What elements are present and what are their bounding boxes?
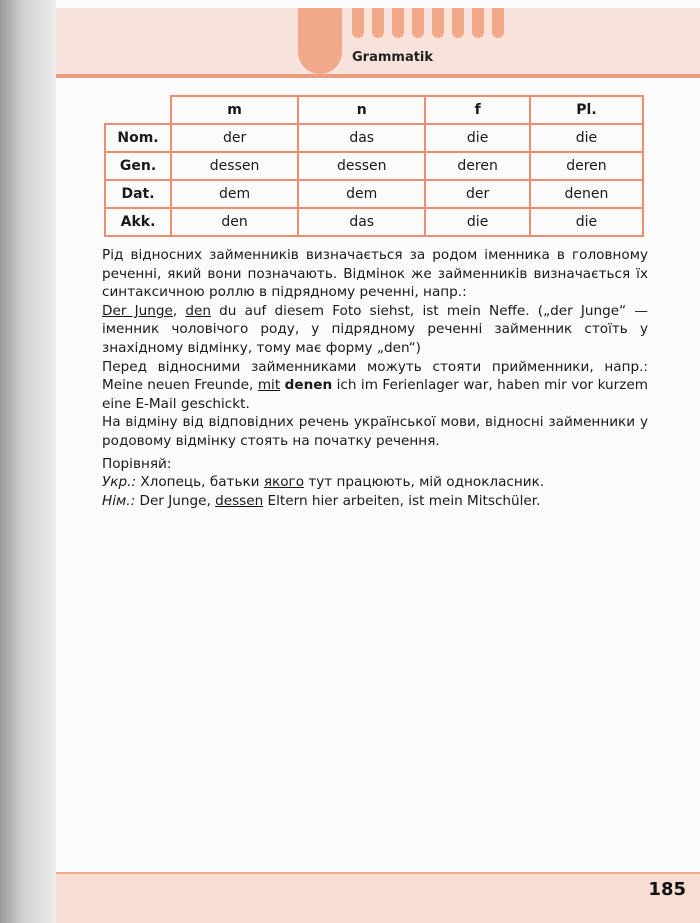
table-cell: der: [425, 180, 530, 208]
paragraph-text: ich im Ferienlager war, haben mir vor kurzem eine E-Mail geschickt.: [102, 377, 648, 412]
header-divider: [56, 74, 700, 78]
grammar-explanation: [102, 246, 648, 510]
header-tab-decoration: [412, 8, 424, 38]
book-spine-shadow: [0, 0, 56, 923]
page-number: 185: [648, 879, 686, 900]
paragraph-genitive: На відміну від відповідних речень української мови, відносні займенники у родовому відмінку стоять на початку речення.: [102, 414, 648, 449]
header-tab-decoration: [492, 8, 504, 38]
example-text: ,: [172, 302, 186, 319]
table-row: [105, 208, 643, 236]
header-tab-decoration: [372, 8, 384, 38]
table-row: [105, 124, 643, 152]
header-tab-decoration: [392, 8, 404, 38]
column-header: Pl.: [530, 96, 643, 124]
ukrainian-example: [102, 473, 648, 492]
table-cell: deren: [425, 152, 530, 180]
header-tab-decoration: [298, 8, 342, 74]
compare-label: Порівняй:: [102, 455, 172, 472]
example-pronoun: dessen: [215, 492, 264, 509]
table-cell: deren: [530, 152, 643, 180]
example-text: du auf diesem Foto siehst, ist mein Neffe. („der Junge“ — іменник чоловічого роду, у підрядному реченні займенник стоїть у знахідному відмінку, тому має форму „den“): [102, 302, 648, 356]
table-cell: die: [425, 208, 530, 236]
header-tab-decoration: [432, 8, 444, 38]
example-pronoun: den: [185, 302, 211, 319]
table-cell: denen: [530, 180, 643, 208]
table-cell: dem: [298, 180, 425, 208]
table-cell: dessen: [298, 152, 425, 180]
example-text: Хлопець, батьки: [136, 474, 264, 491]
german-example: [102, 492, 648, 511]
declension-table: [104, 95, 644, 237]
table-corner-cell: [105, 96, 171, 124]
column-header: f: [425, 96, 530, 124]
table-cell: dem: [171, 180, 298, 208]
header-tab-decoration: [472, 8, 484, 38]
example-text: тут працюють, мій однокласник.: [304, 474, 545, 491]
paragraph-gender-rule: Рід відносних займенників визначається за родом іменника в головному реченні, який вони позначають. Відмінок же займенників визначається їх синтаксичною роллю в підрядному реченні, напр.:: [102, 247, 648, 301]
example-text: Eltern hier arbeiten, ist mein Mitschüler.: [263, 492, 541, 509]
table-row: [105, 152, 643, 180]
column-header: m: [171, 96, 298, 124]
example-pronoun: якого: [263, 474, 305, 491]
paragraph-prepositions: [102, 358, 648, 414]
table-cell: das: [298, 124, 425, 152]
header-tab-decoration: [352, 8, 364, 38]
header-tab-decoration: [452, 8, 464, 38]
table-cell: der: [171, 124, 298, 152]
paragraph-text: Перед відносними займенниками можуть стояти прийменники, напр.: Meine neuen Freunde,: [102, 358, 648, 394]
column-header: n: [298, 96, 425, 124]
footer-divider: [56, 872, 700, 874]
table-cell: die: [425, 124, 530, 152]
footer-band: [56, 872, 700, 923]
case-label: Nom.: [105, 124, 171, 152]
case-label: Dat.: [105, 180, 171, 208]
table-cell: dessen: [171, 152, 298, 180]
language-label: Укр.:: [102, 474, 137, 491]
example-noun: Der Junge: [102, 302, 173, 319]
case-label: Akk.: [105, 208, 171, 236]
example-text: Der Junge,: [135, 492, 216, 509]
language-label: Нім.:: [102, 492, 136, 509]
example-pronoun: denen: [284, 377, 333, 394]
case-label: Gen.: [105, 152, 171, 180]
table-row: [105, 180, 643, 208]
table-cell: die: [530, 124, 643, 152]
example-preposition: mit: [257, 377, 281, 394]
table-header-row: [105, 96, 643, 124]
table-cell: die: [530, 208, 643, 236]
table-cell: das: [298, 208, 425, 236]
section-title: Grammatik: [352, 50, 434, 65]
table-cell: den: [171, 208, 298, 236]
example-sentence: [102, 302, 648, 358]
